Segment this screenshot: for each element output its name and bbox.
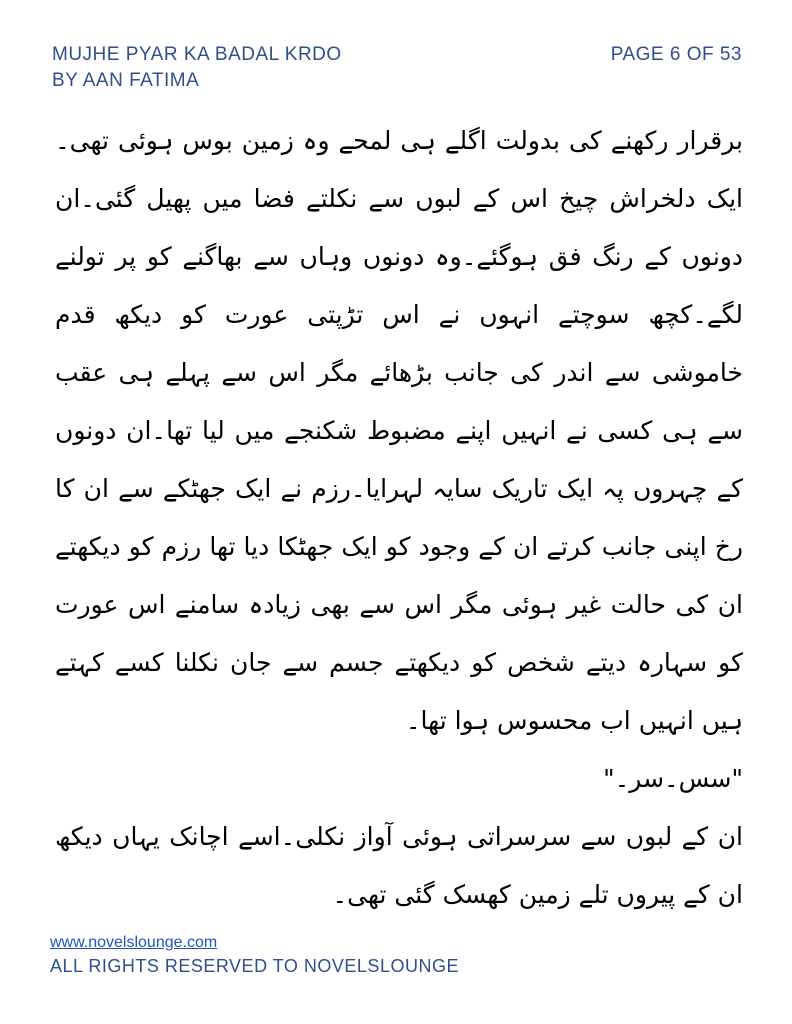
website-link[interactable]: www.novelslounge.com: [50, 934, 218, 951]
paragraph: برقرار رکھنے کی بدولت اگلے ہی لمحے وہ زمین بوس ہوئی تھی۔ایک دلخراش چیخ اس کے لبوں سے نکلتے فضا میں پھیل گئی۔ان دونوں کے رنگ فق ہوگئے۔وہ دونوں وہاں سے بھاگنے کو پر تولنے لگے۔کچھ سوچتے انہوں نے اس تڑپتی عورت کو دیکھ قدم خاموشی سے اندر کی جانب بڑھائے مگر اس سے پہلے ہی عقب سے ہی کسی نے انہیں اپنے مضبوط شکنجے میں لیا تھا۔ان دونوں کے چہروں پہ ایک تاریک سایہ لہرایا۔رزم نے ایک جھٹکے سے ان کا رخ اپنی جانب کرتے ان کے وجود کو ایک جھٹکا دیا تھا رزم کو دیکھتے ان کی حالت غیر ہوئی مگر اس سے بھی زیادہ سامنے اس عورت کو سہارہ دیتے شخص کو دیکھتے جسم سے جان نکلنا کسے کہتے ہیں انہیں اب محسوس ہوا تھا۔: [55, 126, 743, 735]
page-number: PAGE 6 OF 53: [610, 44, 742, 65]
page-footer: [50, 932, 459, 978]
novel-title: MUJHE PYAR KA BADAL KRDO: [52, 44, 342, 65]
author-name: BY AAN FATIMA: [52, 70, 200, 91]
rights-notice: ALL RIGHTS RESERVED TO NOVELSLOUNGE: [50, 956, 459, 976]
story-text: [55, 112, 743, 924]
paragraph-dialogue: "سس۔سر۔": [603, 764, 743, 793]
paragraph: ان کے لبوں سے سرسراتی ہوئی آواز نکلی۔اسے اچانک یہاں دیکھ ان کے پیروں تلے زمین کھسک گئی تھی۔: [55, 822, 743, 909]
